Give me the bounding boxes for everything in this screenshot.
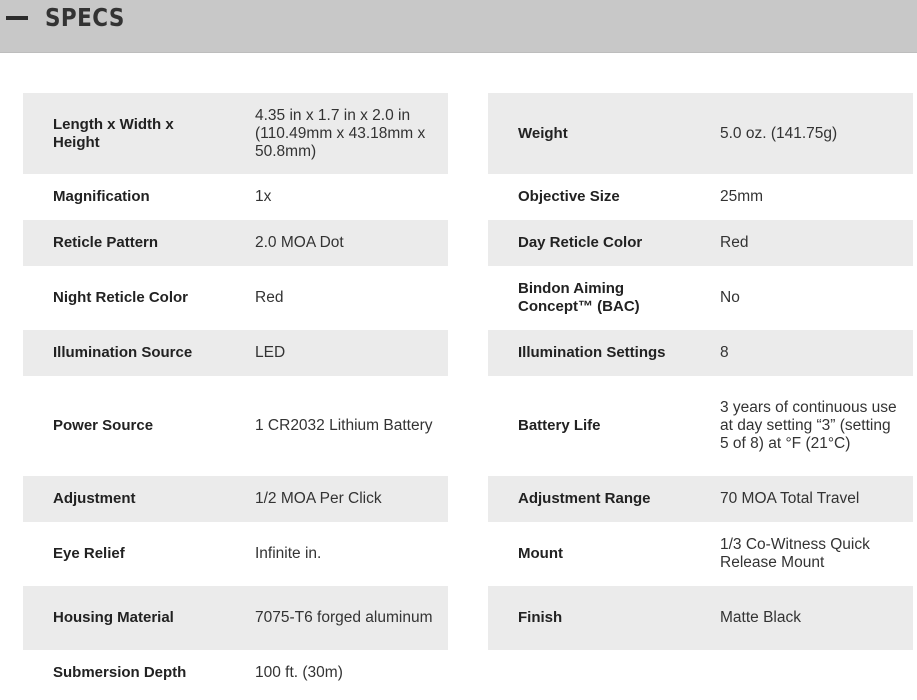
spec-value: 2.0 MOA Dot [255,234,344,251]
spec-value: 5.0 oz. (141.75g) [720,124,838,142]
spec-label: Weight [518,124,568,142]
spec-label: Battery Life [518,417,601,434]
spec-label: Day Reticle Color [518,234,643,251]
spec-label: Adjustment Range [518,490,651,507]
spec-value: 7075-T6 forged aluminum [255,609,433,626]
spec-value: Matte Black [720,609,801,626]
spec-label: Mount [518,545,563,562]
spec-row [23,266,448,330]
spec-row [23,174,448,220]
spec-row [23,376,448,476]
spec-row [488,476,913,522]
minus-icon[interactable] [6,16,28,20]
spec-label: Reticle Pattern [53,234,159,251]
spec-row [23,650,448,696]
spec-label: Objective Size [518,188,620,205]
spec-value: 1/2 MOA Per Click [255,490,382,507]
spec-label: Illumination Source [53,344,193,361]
spec-value: Red [720,234,749,251]
spec-value: 4.35 in x 1.7 in x 2.0 in (110.49mm x 43.18mm x 50.8mm) [255,106,426,160]
specs-table-right [488,93,913,650]
spec-value: LED [255,344,286,361]
spec-row [488,174,913,220]
specs-table-left [23,93,448,696]
spec-label: Submersion Depth [53,664,187,681]
spec-row [488,376,913,476]
spec-label: Length x Width x Height [53,115,174,151]
spec-row [23,522,448,586]
spec-value: 25mm [720,188,764,205]
spec-label: Power Source [53,417,154,434]
spec-row [488,586,913,650]
spec-row [488,522,913,586]
spec-value: 100 ft. (30m) [255,664,343,681]
spec-label: Illumination Settings [518,344,666,361]
spec-label: Bindon Aiming Concept™ (BAC) [518,280,640,315]
specs-section-header[interactable] [0,0,917,53]
spec-value: 1/3 Co-Witness Quick Release Mount [720,536,870,571]
spec-label: Eye Relief [53,545,125,562]
spec-row [488,220,913,266]
spec-row [23,330,448,376]
spec-row [23,220,448,266]
spec-value: 70 MOA Total Travel [720,490,860,507]
spec-value: Red [255,289,284,306]
spec-label: Housing Material [53,609,174,626]
spec-label: Finish [518,609,563,626]
spec-row [488,93,913,174]
spec-row [23,93,448,174]
spec-value: 1x [255,188,272,205]
spec-value: 3 years of continuous use at day setting “3” (setting 5 of 8) at °F (21°C) [720,399,897,452]
spec-row [488,330,913,376]
spec-label: Magnification [53,188,150,205]
spec-value: Infinite in. [255,545,322,562]
spec-row [488,266,913,330]
spec-value: No [720,289,740,306]
spec-value: 1 CR2032 Lithium Battery [255,417,433,434]
spec-label: Adjustment [53,490,136,507]
spec-label: Night Reticle Color [53,289,189,306]
section-title: SPECS [45,3,125,32]
spec-row [23,476,448,522]
spec-row [23,586,448,650]
spec-value: 8 [720,344,729,361]
